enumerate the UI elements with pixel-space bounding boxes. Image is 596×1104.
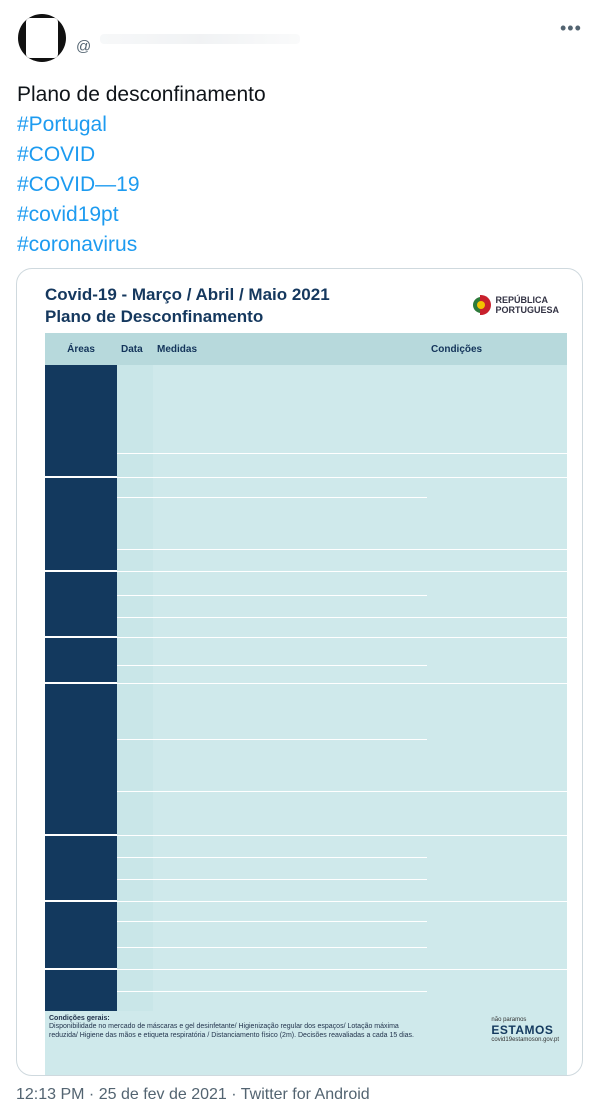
infographic-title: Covid-19 - Março / Abril / Maio 2021: [45, 285, 330, 304]
header-areas: Áreas: [45, 333, 117, 365]
flag-icon: [473, 295, 491, 315]
table-row: [45, 571, 567, 595]
general-conditions: [45, 1011, 567, 1075]
media-image[interactable]: [16, 268, 583, 1076]
header-measures: Medidas: [153, 333, 427, 365]
logo-small-text: não paramos: [491, 1017, 527, 1023]
table-row: [45, 969, 567, 991]
hashtag-link[interactable]: #Portugal: [17, 113, 107, 136]
area-transportes: [45, 477, 117, 571]
area-servicos-publicos: [45, 637, 117, 683]
measures-table: [45, 333, 567, 1014]
estamos-on-logo: [491, 1017, 559, 1043]
header-date: Data: [117, 333, 153, 365]
logo-url: covid19estamoson.gov.pt: [491, 1037, 559, 1043]
table-row: [45, 453, 567, 477]
hashtag-link[interactable]: #COVID—19: [17, 173, 140, 196]
hashtag-link[interactable]: #coronavirus: [17, 233, 138, 256]
display-name-blurred: [100, 34, 300, 44]
table-row: [45, 365, 567, 453]
area-regras-gerais: [45, 365, 117, 477]
table-row: [45, 791, 567, 835]
hashtag-link[interactable]: #covid19pt: [17, 203, 119, 226]
infographic-subtitle: Plano de Desconfinamento: [45, 307, 264, 326]
brand-line: PORTUGUESA: [495, 305, 559, 315]
area-comercio-restauracao: [45, 683, 117, 835]
area-trabalho: [45, 571, 117, 637]
table-row: [45, 549, 567, 571]
header-conditions: Condições: [427, 333, 567, 365]
tweet-timestamp[interactable]: 12:13 PM · 25 de fev de 2021 · Twitter for Android: [16, 1086, 370, 1103]
avatar[interactable]: [18, 14, 66, 62]
logo-big-text: ESTAMOS: [491, 1023, 554, 1037]
table-row: [45, 835, 567, 857]
general-label: Condições gerais:: [49, 1015, 110, 1022]
area-desporto: [45, 969, 117, 1013]
general-text: Disponibilidade no mercado de máscaras e gel desinfetante/ Higienização regular dos espaços/ Lotação máxima reduzida/ Higiene das mãos e etiqueta respiratória / Distanciamento físico (2m). Decisões reavaliadas a cada 15 dias.: [49, 1023, 414, 1039]
table-row: [45, 901, 567, 921]
tweet-body: [17, 80, 266, 260]
handle[interactable]: @: [76, 38, 92, 55]
table-row: [45, 617, 567, 637]
tweet-text: Plano de desconfinamento: [17, 83, 266, 106]
area-cultura: [45, 901, 117, 969]
brand-line: REPÚBLICA: [495, 295, 548, 305]
table-row: [45, 637, 567, 665]
area-escolas: [45, 835, 117, 901]
government-logo: [473, 295, 559, 315]
table-row: [45, 477, 567, 497]
hashtag-link[interactable]: #COVID: [17, 143, 96, 166]
table-header: [45, 333, 567, 365]
table-row: [45, 683, 567, 739]
more-options-icon[interactable]: •••: [560, 18, 582, 38]
